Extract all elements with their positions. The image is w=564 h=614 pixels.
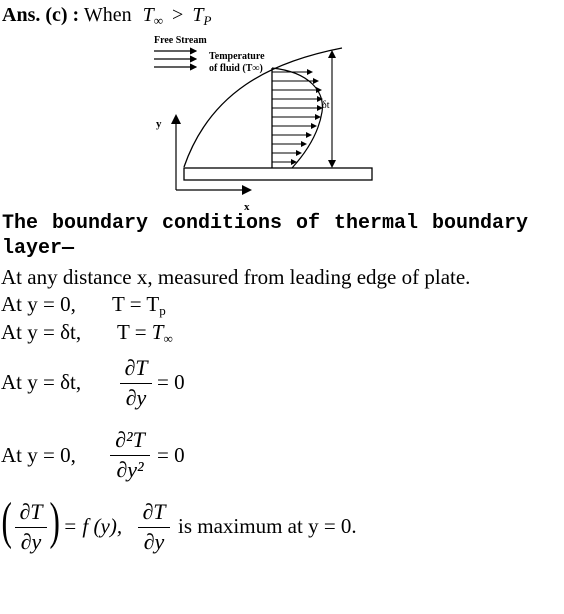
answer-when: When [83, 4, 132, 26]
free-stream-label: Free Stream [154, 35, 207, 46]
delta-label: δt [322, 100, 330, 111]
plate [184, 168, 372, 180]
y-axis-arrow [171, 114, 181, 124]
condition-rhs: T [192, 4, 204, 26]
x-axis-label: x [244, 201, 250, 213]
heading-word: The [2, 212, 39, 235]
final-middle: = f (y), [63, 514, 123, 538]
condition-eq-sub: p [159, 303, 166, 318]
condition-operator: > [172, 4, 184, 26]
condition-eq-italic: T [151, 320, 164, 344]
heading-line2: layer— [2, 237, 75, 260]
right-paren: ) [49, 493, 60, 550]
condition-eq: T = [117, 320, 152, 344]
y-axis-label: y [156, 118, 162, 130]
section-heading [2, 211, 528, 261]
heading-word: of [295, 212, 320, 235]
derivative-at-1: At y = δt, [1, 370, 82, 394]
answer-line [2, 4, 211, 29]
condition-row-2 [1, 320, 173, 347]
derivative-at-2: At y = 0, [1, 443, 76, 467]
condition-lhs-sub: ∞ [153, 13, 164, 28]
final-fraction-1 [15, 500, 47, 554]
condition-eq: T = T [112, 292, 160, 316]
delta-arrow-bottom [328, 160, 336, 168]
intro-text: At any distance x, measured from leading edge of plate. [1, 265, 471, 289]
fraction-denominator: ∂y [20, 529, 42, 555]
derivative-fraction-1 [120, 356, 152, 410]
fraction-bar [15, 527, 47, 528]
fraction-denominator: ∂y [143, 529, 165, 555]
answer-label: Ans. (c) : [2, 4, 80, 26]
condition-row-1 [1, 292, 166, 319]
condition-eq-sub: ∞ [163, 331, 173, 346]
condition-rhs-sub: P [203, 13, 212, 28]
thermal-boundary-layer-figure [150, 32, 390, 214]
condition-lhs: T [142, 4, 154, 26]
heading-word: boundary [431, 212, 528, 235]
fraction-denominator: ∂y² [116, 457, 144, 483]
temperature-label-line2: of fluid (T∞) [209, 63, 263, 74]
fraction-bar [110, 455, 150, 456]
heading-word: conditions [161, 212, 282, 235]
derivative-fraction-2 [110, 428, 150, 482]
heading-word: boundary [51, 212, 148, 235]
final-fraction-2 [138, 500, 170, 554]
x-axis-arrow [242, 185, 252, 195]
condition-at: At y = δt, [1, 320, 82, 344]
left-paren: ( [1, 493, 12, 550]
derivative-result-1: = 0 [157, 370, 185, 394]
free-stream-arrows [154, 51, 196, 67]
final-tail: is maximum at y = 0. [178, 514, 357, 538]
temperature-label-line1: Temperature [209, 51, 265, 62]
heading-word: thermal [333, 212, 418, 235]
fraction-denominator: ∂y [125, 385, 147, 411]
fraction-numerator: ∂T [142, 499, 166, 524]
condition-at: At y = 0, [1, 292, 76, 316]
fraction-numerator: ∂²T [115, 427, 145, 452]
heading-line1 [2, 211, 528, 236]
fraction-bar [120, 383, 152, 384]
derivative-result-2: = 0 [157, 443, 185, 467]
fraction-bar [138, 527, 170, 528]
fraction-numerator: ∂T [124, 355, 148, 380]
fraction-numerator: ∂T [19, 499, 43, 524]
